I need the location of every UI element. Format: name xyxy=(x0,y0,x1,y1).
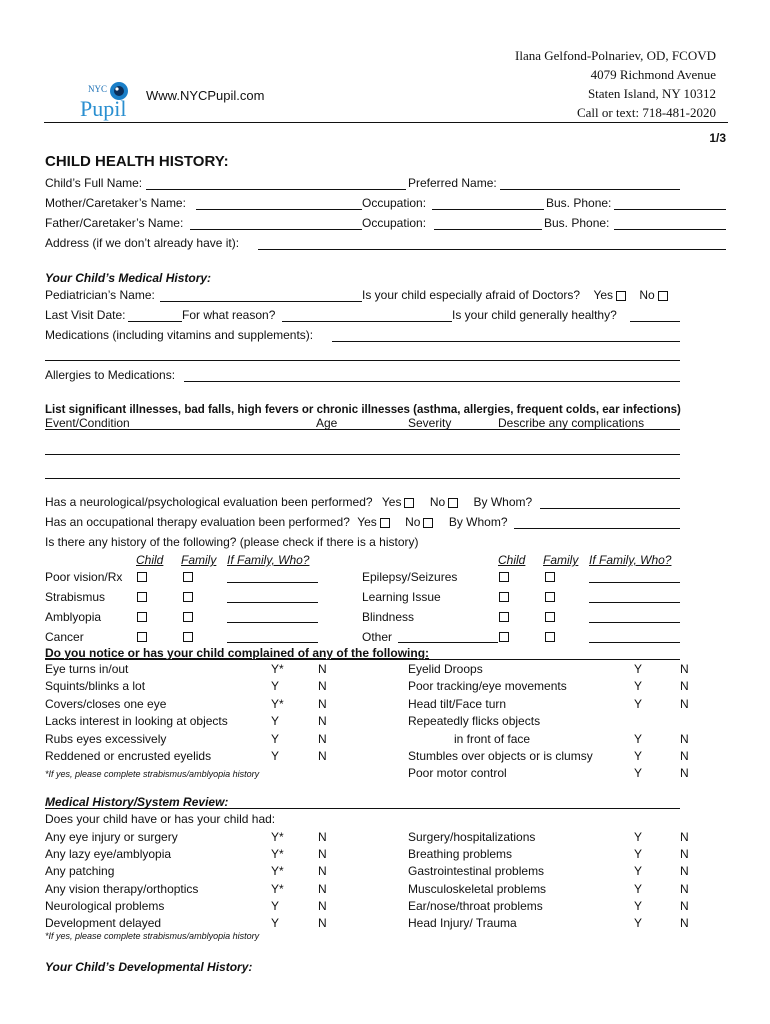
complaints-left-no[interactable]: N xyxy=(318,696,327,711)
allergies-field[interactable] xyxy=(184,381,680,382)
history-other-field[interactable] xyxy=(398,642,498,643)
history-question: Is there any history of the following? (please check if there is a history) xyxy=(45,535,419,549)
system-right-yes[interactable]: Y xyxy=(634,881,643,896)
system-right-yes[interactable]: Y xyxy=(634,830,643,844)
history-right-family-checkbox[interactable] xyxy=(545,572,555,582)
father-occupation-label: Occupation: xyxy=(362,216,427,230)
neuro-yes-checkbox[interactable] xyxy=(404,498,414,508)
right-col-child: Child xyxy=(498,553,526,567)
father-name-field[interactable] xyxy=(190,229,362,230)
medications-label: Medications (including vitamins and supplements): xyxy=(45,328,314,342)
system-left-no[interactable]: N xyxy=(318,864,327,879)
col-complications: Describe any complications xyxy=(498,416,645,430)
complaints-right-yes[interactable]: Y xyxy=(634,662,643,676)
complaints-right-label: Repeatedly flicks objects xyxy=(408,714,541,729)
illness-heading: List significant illnesses, bad falls, high fevers or chronic illnesses (asthma, allergies, frequent colds, ear infections) xyxy=(45,404,681,416)
system-left-label: Any lazy eye/amblyopia xyxy=(45,847,172,862)
history-right-who-field[interactable] xyxy=(589,582,680,583)
complaints-right-label: Eyelid Droops xyxy=(408,662,483,676)
page-number: 1/3 xyxy=(709,131,726,145)
system-left-label: Any eye injury or surgery xyxy=(45,830,178,844)
complaints-right-label: in front of face xyxy=(454,731,531,746)
history-right-who-field[interactable] xyxy=(589,622,680,623)
history-right-child-checkbox[interactable] xyxy=(499,612,509,622)
complaints-left-yes[interactable]: Y* xyxy=(271,662,284,676)
system-left-yes[interactable]: Y xyxy=(271,916,280,930)
system-left-no[interactable]: N xyxy=(318,847,327,862)
afraid-label: Is your child especially afraid of Doctors? xyxy=(362,288,581,302)
complaints-left-yes[interactable]: Y xyxy=(271,731,280,746)
occ-no-label: No xyxy=(405,515,421,529)
complaints-right-no[interactable]: N xyxy=(680,731,689,746)
system-left-yes[interactable]: Y* xyxy=(271,864,284,879)
phone-number: Call or text: 718-481-2020 xyxy=(576,105,716,120)
last-visit-label: Last Visit Date: xyxy=(45,308,126,322)
left-col-if-family: If Family, Who? xyxy=(227,553,310,567)
left-col-family: Family xyxy=(181,553,217,567)
afraid-yes-checkbox[interactable] xyxy=(616,291,626,301)
complaints-note: *If yes, please complete strabismus/amblyopia history xyxy=(45,769,260,779)
system-left-yes[interactable]: Y xyxy=(271,898,280,913)
medical-history-heading: Your Child’s Medical History: xyxy=(45,271,212,285)
pediatrician-label: Pediatrician’s Name: xyxy=(45,288,155,302)
history-left-family-checkbox[interactable] xyxy=(183,572,193,582)
afraid-no-label: No xyxy=(639,288,655,302)
complaints-left-no[interactable]: N xyxy=(318,731,327,746)
complaints-left-yes[interactable]: Y xyxy=(271,749,280,763)
complaints-right-yes[interactable]: Y xyxy=(634,679,643,694)
system-right-no[interactable]: N xyxy=(680,847,689,862)
neuro-by-whom-field[interactable] xyxy=(540,508,680,509)
system-right-label: Surgery/hospitalizations xyxy=(408,830,536,844)
system-right-yes[interactable]: Y xyxy=(634,864,643,879)
complaints-left-no[interactable]: N xyxy=(318,679,327,694)
complaints-heading-line xyxy=(45,659,680,660)
system-right-yes[interactable]: Y xyxy=(634,916,643,930)
illness-line-1[interactable] xyxy=(45,454,680,455)
occ-by-whom-label: By Whom? xyxy=(448,515,508,529)
city-address: Staten Island, NY 10312 xyxy=(587,86,716,101)
history-left-child-checkbox[interactable] xyxy=(137,612,147,622)
child-name-field[interactable] xyxy=(146,189,406,190)
complaints-right-yes[interactable]: Y xyxy=(634,696,643,711)
history-left-child-checkbox[interactable] xyxy=(137,592,147,602)
col-severity: Severity xyxy=(408,416,452,430)
history-left-label: Poor vision/Rx xyxy=(45,570,123,584)
right-col-family: Family xyxy=(543,553,579,567)
left-col-child: Child xyxy=(136,553,164,567)
street-address: 4079 Richmond Avenue xyxy=(590,67,716,82)
father-occupation-field[interactable] xyxy=(434,229,542,230)
preferred-name-label: Preferred Name: xyxy=(408,176,497,190)
last-visit-field[interactable] xyxy=(128,321,182,322)
history-left-child-checkbox[interactable] xyxy=(137,572,147,582)
child-name-label: Child’s Full Name: xyxy=(45,176,143,190)
system-left-yes[interactable]: Y* xyxy=(271,830,284,844)
logo-small-text: NYC xyxy=(88,84,108,94)
doctor-name: Ilana Gelfond-Polnariev, OD, FCOVD xyxy=(515,48,716,63)
history-left-family-checkbox[interactable] xyxy=(183,592,193,602)
complaints-left-label: Covers/closes one eye xyxy=(45,696,167,711)
neuro-eval-question xyxy=(45,495,532,509)
history-right-child-checkbox[interactable] xyxy=(499,572,509,582)
occ-no-checkbox[interactable] xyxy=(423,518,433,528)
system-right-label: Breathing problems xyxy=(408,847,513,862)
neuro-no-checkbox[interactable] xyxy=(448,498,458,508)
history-right-family-checkbox[interactable] xyxy=(545,612,555,622)
address-label: Address (if we don’t already have it): xyxy=(45,236,240,250)
system-left-yes[interactable]: Y* xyxy=(271,847,284,862)
occ-yes-checkbox[interactable] xyxy=(380,518,390,528)
system-note: *If yes, please complete strabismus/amblyopia history xyxy=(45,931,260,941)
mother-name-label: Mother/Caretaker’s Name: xyxy=(45,196,186,210)
neuro-no-label: No xyxy=(429,495,446,509)
system-right-no[interactable]: N xyxy=(680,864,689,879)
system-intro: Does your child have or has your child had: xyxy=(45,812,276,826)
complaints-right-label: Poor tracking/eye movements xyxy=(408,679,567,694)
system-left-label: Any vision therapy/orthoptics xyxy=(45,881,199,896)
history-left-family-checkbox[interactable] xyxy=(183,612,193,622)
system-right-no[interactable]: N xyxy=(680,916,689,930)
complaints-left-yes[interactable]: Y xyxy=(271,714,280,729)
complaints-right-no[interactable]: N xyxy=(680,766,689,781)
complaints-left-label: Reddened or encrusted eyelids xyxy=(45,749,212,763)
system-right-no[interactable]: N xyxy=(680,881,689,896)
occ-by-whom-field[interactable] xyxy=(514,528,680,529)
father-phone-label: Bus. Phone: xyxy=(544,216,610,230)
address-field[interactable] xyxy=(258,249,726,250)
col-age: Age xyxy=(316,416,338,430)
illness-header-line xyxy=(45,429,680,430)
system-right-yes[interactable]: Y xyxy=(634,898,643,913)
system-left-no[interactable]: N xyxy=(318,881,327,896)
history-right-child-checkbox[interactable] xyxy=(499,592,509,602)
occ-eval-question xyxy=(45,515,508,529)
complaints-right-no[interactable]: N xyxy=(680,696,689,711)
complaints-right-no[interactable]: N xyxy=(680,749,689,763)
father-name-label: Father/Caretaker’s Name: xyxy=(45,216,184,230)
right-col-if-family: If Family, Who? xyxy=(589,553,672,567)
history-right-who-field[interactable] xyxy=(589,602,680,603)
complaints-left-no[interactable]: N xyxy=(318,714,327,729)
mother-phone-field[interactable] xyxy=(614,209,726,210)
complaints-left-no[interactable]: N xyxy=(318,662,327,676)
mother-occupation-label: Occupation: xyxy=(362,196,427,210)
system-left-yes[interactable]: Y* xyxy=(271,881,284,896)
illness-line-2[interactable] xyxy=(45,478,680,479)
history-right-label: Epilepsy/Seizures xyxy=(362,570,458,584)
complaints-left-yes[interactable]: Y* xyxy=(271,696,284,711)
complaints-heading: Do you notice or has your child complained of any of the following: xyxy=(45,646,430,660)
system-right-yes[interactable]: Y xyxy=(634,847,643,862)
logo-big-text: Pupil xyxy=(80,96,127,121)
system-left-label: Neurological problems xyxy=(45,898,165,913)
mother-occupation-field[interactable] xyxy=(432,209,544,210)
history-left-label: Amblyopia xyxy=(45,610,102,624)
history-left-child-checkbox[interactable] xyxy=(137,632,147,642)
complaints-right-yes[interactable]: Y xyxy=(634,749,643,763)
complaints-right-label: Poor motor control xyxy=(408,766,507,781)
occ-eval-label: Has an occupational therapy evaluation been performed? xyxy=(45,515,350,529)
medications-field-2[interactable] xyxy=(45,360,680,361)
system-left-no[interactable]: N xyxy=(318,898,327,913)
complaints-left-label: Eye turns in/out xyxy=(45,662,129,676)
system-right-label: Head Injury/ Trauma xyxy=(408,916,517,930)
mother-phone-label: Bus. Phone: xyxy=(546,196,612,210)
system-left-label: Any patching xyxy=(45,864,115,879)
page-title: CHILD HEALTH HISTORY: xyxy=(45,153,229,170)
system-left-no[interactable]: N xyxy=(318,830,327,844)
history-left-family-checkbox[interactable] xyxy=(183,632,193,642)
system-right-no[interactable]: N xyxy=(680,830,689,844)
complaints-right-no[interactable]: N xyxy=(680,662,689,676)
history-right-label: Other xyxy=(362,630,393,644)
afraid-question xyxy=(362,288,668,302)
complaints-right-yes[interactable]: Y xyxy=(634,731,643,746)
history-left-label: Strabismus xyxy=(45,590,106,604)
history-left-label: Cancer xyxy=(45,630,84,644)
medications-field[interactable] xyxy=(332,341,680,342)
occ-yes-label: Yes xyxy=(357,515,377,529)
history-right-family-checkbox[interactable] xyxy=(545,632,555,642)
system-right-label: Gastrointestinal problems xyxy=(408,864,545,879)
history-right-child-checkbox[interactable] xyxy=(499,632,509,642)
history-left-who-field[interactable] xyxy=(227,642,318,643)
allergies-label: Allergies to Medications: xyxy=(45,368,176,382)
history-left-who-field[interactable] xyxy=(227,622,318,623)
pediatrician-field[interactable] xyxy=(160,301,362,302)
system-heading: Medical History/System Review: xyxy=(45,795,229,809)
neuro-eval-label: Has a neurological/psychological evaluation been performed? xyxy=(45,495,373,509)
complaints-left-no[interactable]: N xyxy=(318,749,327,763)
history-left-who-field[interactable] xyxy=(227,582,318,583)
developmental-heading: Your Child’s Developmental History: xyxy=(45,960,253,974)
history-right-label: Blindness xyxy=(362,610,415,624)
reason-field[interactable] xyxy=(282,321,452,322)
reason-label: For what reason? xyxy=(182,308,276,322)
complaints-left-label: Lacks interest in looking at objects xyxy=(45,714,228,729)
complaints-right-yes[interactable]: Y xyxy=(634,766,643,781)
healthy-label: Is your child generally healthy? xyxy=(452,308,617,322)
complaints-left-yes[interactable]: Y xyxy=(271,679,280,694)
complaints-right-label: Stumbles over objects or is clumsy xyxy=(408,749,593,763)
system-left-label: Development delayed xyxy=(45,916,162,930)
complaints-right-no[interactable]: N xyxy=(680,679,689,694)
history-right-label: Learning Issue xyxy=(362,590,441,604)
preferred-name-field[interactable] xyxy=(500,189,680,190)
history-right-family-checkbox[interactable] xyxy=(545,592,555,602)
afraid-no-checkbox[interactable] xyxy=(658,291,668,301)
complaints-right-label: Head tilt/Face turn xyxy=(408,696,507,711)
col-event: Event/Condition xyxy=(45,416,130,430)
system-left-no[interactable]: N xyxy=(318,916,327,930)
complaints-left-label: Rubs eyes excessively xyxy=(45,731,167,746)
complaints-left-label: Squints/blinks a lot xyxy=(45,679,146,694)
neuro-yes-label: Yes xyxy=(381,495,402,509)
system-right-no[interactable]: N xyxy=(680,898,689,913)
mother-name-field[interactable] xyxy=(196,209,362,210)
healthy-field[interactable] xyxy=(630,321,680,322)
system-heading-line xyxy=(45,808,680,809)
header-divider xyxy=(44,122,728,123)
website-link[interactable]: Www.NYCPupil.com xyxy=(146,88,265,103)
neuro-by-whom-label: By Whom? xyxy=(473,495,533,509)
afraid-yes-label: Yes xyxy=(593,288,614,302)
father-phone-field[interactable] xyxy=(614,229,726,230)
system-right-label: Ear/nose/throat problems xyxy=(408,898,543,913)
history-left-who-field[interactable] xyxy=(227,602,318,603)
logo xyxy=(80,80,132,122)
history-right-who-field[interactable] xyxy=(589,642,680,643)
system-right-label: Musculoskeletal problems xyxy=(408,881,547,896)
